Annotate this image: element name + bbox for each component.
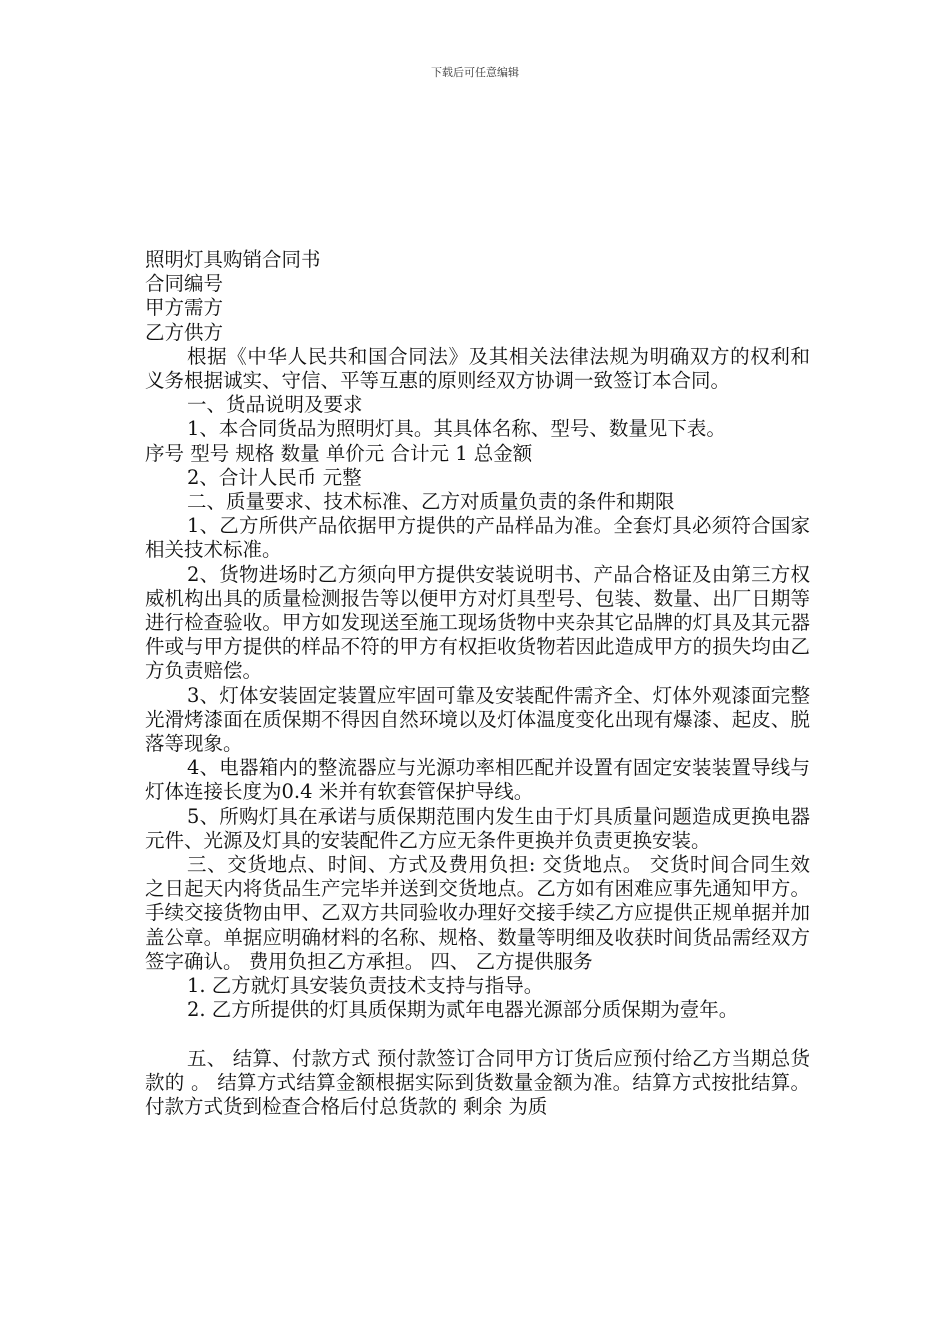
section-2-item-3: 3、灯体安装固定装置应牢固可靠及安装配件需齐全、灯体外观漆面完整光滑烤漆面在质保期不得因自然环境以及灯体温度变化出现有爆漆、起皮、脱落等现象。 — [145, 683, 810, 756]
section-2-heading: 二、质量要求、技术标准、乙方对质量负责的条件和期限 — [187, 490, 675, 514]
section-3-paragraph: 三、交货地点、时间、方式及费用负担: 交货地点。 交货时间合同生效之日起天内将货品生产完毕并送到交货地点。乙方如有困难应事先通知甲方。 手续交接货物由甲、乙双方共同验收办理好交接手续乙方应提供正规单据并加盖公章。单据应明确材料的名称、规格、数量等明细及收获时间货品需经双方签字确认。 费用负担乙方承担。 四、 乙方提供服务 — [145, 853, 810, 973]
contract-number-label: 合同编号 — [145, 272, 224, 296]
section-1-heading: 一、货品说明及要求 — [187, 393, 363, 417]
section-5-paragraph: 五、 结算、付款方式 预付款签订合同甲方订货后应预付给乙方当期总货款的 。 结算方式结算金额根据实际到货数量金额为准。结算方式按批结算。 付款方式货到检查合格后付总货款的 剩余 为质 — [145, 1046, 810, 1118]
party-b-label: 乙方供方 — [145, 320, 224, 344]
section-2-item-5: 5、所购灯具在承诺与质保期范围内发生由于灯具质量问题造成更换电器元件、光源及灯具的安装配件乙方应无条件更换并负责更换安装。 — [145, 804, 810, 852]
section-2-item-2: 2、货物进场时乙方须向甲方提供安装说明书、产品合格证及由第三方权威机构出具的质量检测报告等以便甲方对灯具型号、包装、数量、出厂日期等进行检查验收。甲方如发现送至施工现场货物中夹杂其它品牌的灯具及其元器件或与甲方提供的样品不符的甲方有权拒收货物若因此造成甲方的损失均由乙方负责赔偿。 — [145, 562, 810, 683]
page-header-note: 下载后可任意编辑 — [431, 66, 519, 79]
goods-table-header-row: 序号 型号 规格 数量 单价元 合计元 1 总金额 — [145, 441, 533, 465]
section-4-item-2: 2. 乙方所提供的灯具质保期为贰年电器光源部分质保期为壹年。 — [187, 998, 739, 1022]
party-a-label: 甲方需方 — [145, 296, 224, 320]
section-1-item-2: 2、合计人民币 元整 — [187, 465, 362, 489]
section-4-item-1: 1. 乙方就灯具安装负责技术支持与指导。 — [187, 974, 544, 998]
preamble-paragraph: 根据《中华人民共和国合同法》及其相关法律法规为明确双方的权利和义务根据诚实、守信、平等互惠的原则经双方协调一致签订本合同。 — [145, 344, 810, 393]
contract-document — [145, 248, 810, 1119]
section-1-item-1: 1、本合同货品为照明灯具。其具体名称、型号、数量见下表。 — [187, 417, 726, 441]
document-title: 照明灯具购销合同书 — [145, 248, 321, 271]
section-2-item-4: 4、电器箱内的整流器应与光源功率相匹配并设置有固定安装装置导线与灯体连接长度为0.4 米并有软套管保护导线。 — [145, 756, 810, 804]
section-2-item-1: 1、乙方所供产品依据甲方提供的产品样品为准。全套灯具必须符合国家相关技术标准。 — [145, 514, 810, 562]
